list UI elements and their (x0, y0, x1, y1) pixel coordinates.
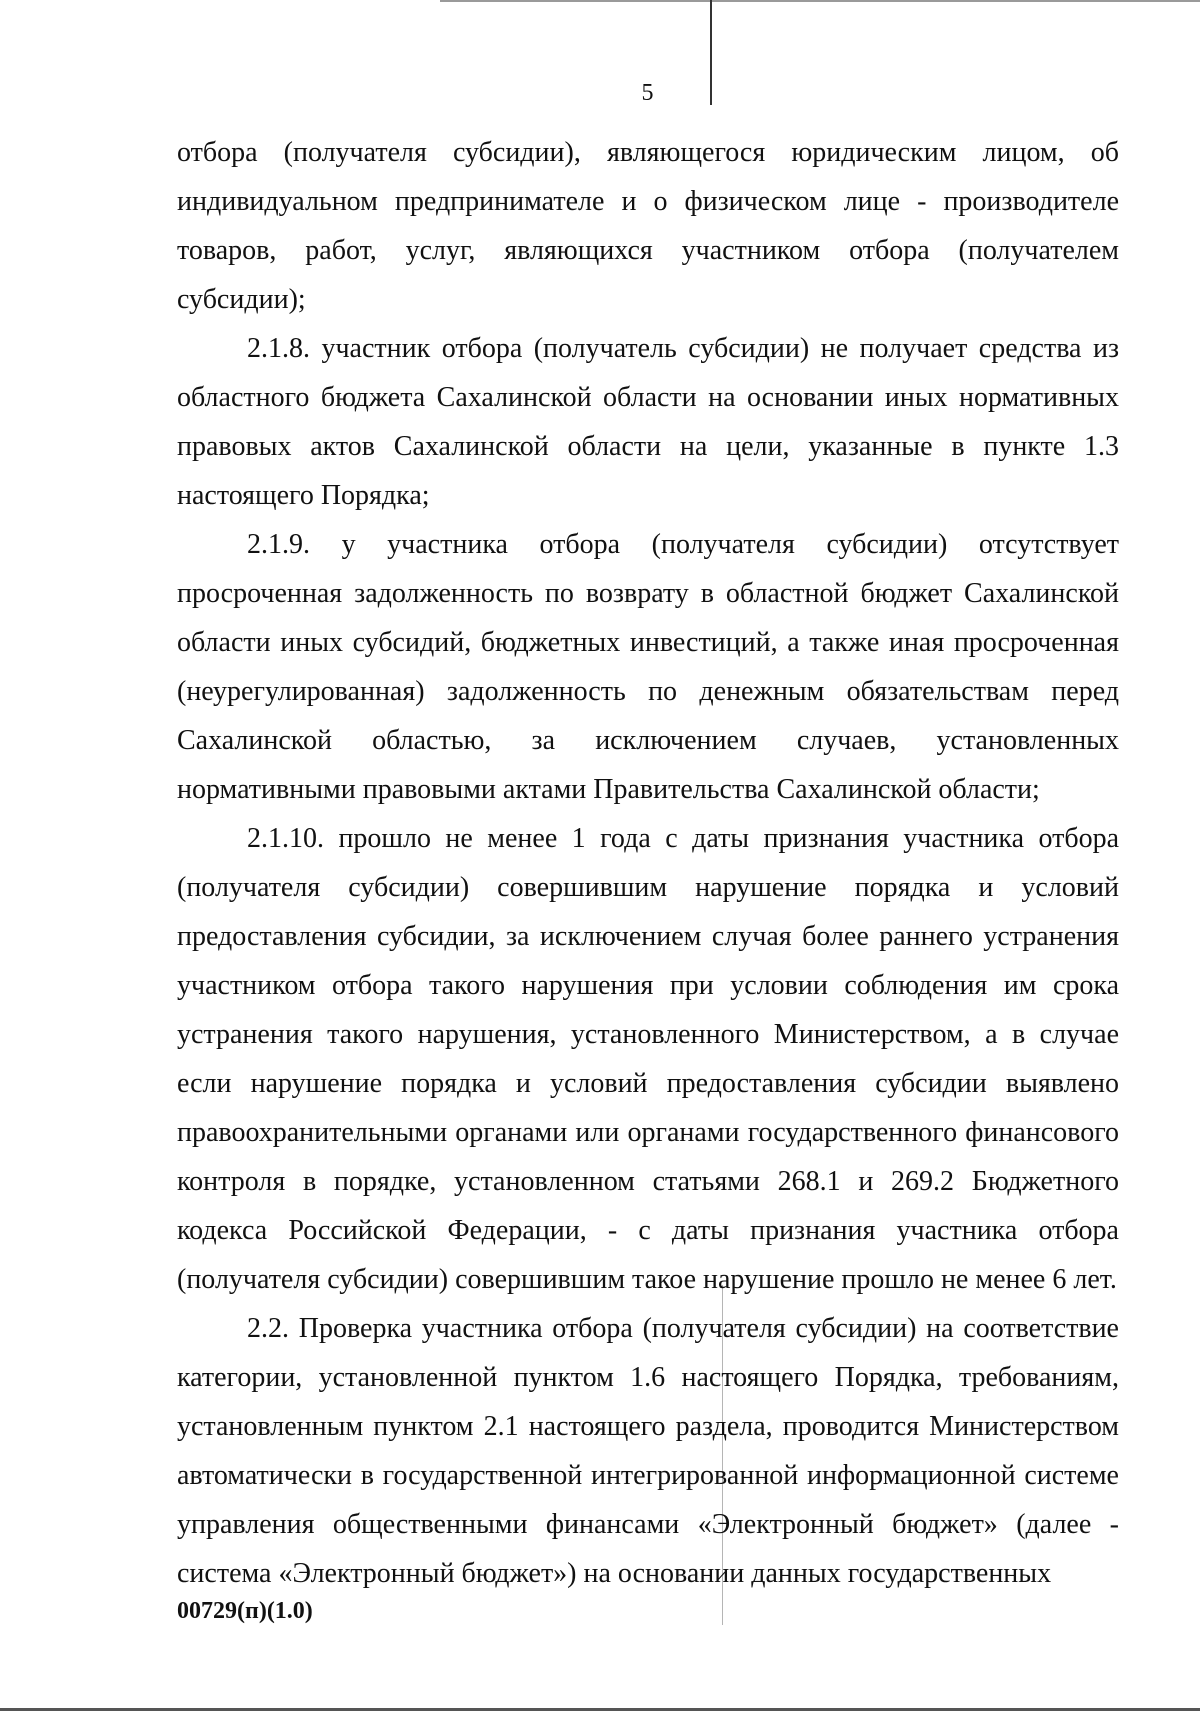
page-number: 5 (641, 80, 654, 106)
paragraph-2-1-9: 2.1.9. у участника отбора (получателя субсидии) отсутствует просроченная задолженность по возврату в областной бюджет Сахалинской области иных субсидий, бюджетных инвестиций, а также иная просроченная (неурегулированная) задолженность по денежным обязательствам перед Сахалинской областью, за исключением случаев, установленных нормативными правовыми актами Правительства Сахалинской области; (177, 529, 1119, 805)
scan-artifact-top-line (440, 0, 1200, 2)
paragraph-2-1-8: 2.1.8. участник отбора (получатель субсидии) не получает средства из областного бюджета Сахалинской области на основании иных нормативных правовых актов Сахалинской области на цели, указанные в пункте 1.3 настоящего Порядка; (177, 333, 1119, 511)
document-body (177, 128, 1119, 1598)
paragraph-continuation: отбора (получателя субсидии), являющегося юридическим лицом, об индивидуальном предпринимателе и о физическом лице - производителе товаров, работ, услуг, являющихся участником отбора (получателем субсидии); (177, 137, 1119, 315)
document-code: 00729(п)(1.0) (177, 1598, 313, 1624)
paragraph-2-1-10: 2.1.10. прошло не менее 1 года с даты признания участника отбора (получателя субсидии) совершившим нарушение порядка и условий предоставления субсидии, за исключением случая более раннего устранения участником отбора такого нарушения при условии соблюдения им срока устранения такого нарушения, установленного Министерством, а в случае если нарушение порядка и условий предоставления субсидии выявлено правоохранительными органами или органами государственного финансового контроля в порядке, установленном статьями 268.1 и 269.2 Бюджетного кодекса Российской Федерации, - с даты признания участника отбора (получателя субсидии) совершившим такое нарушение прошло не менее 6 лет. (177, 823, 1119, 1295)
scan-artifact-bottom-line (0, 1708, 1200, 1711)
paragraph-2-2: 2.2. Проверка участника отбора (получателя субсидии) на соответствие категории, установленной пунктом 1.6 настоящего Порядка, требованиям, установленным пунктом 2.1 настоящего раздела, проводится Министерством автоматически в государственной интегрированной информационной системе управления общественными финансами «Электронный бюджет» (далее - система «Электронный бюджет») на основании данных государственных (177, 1313, 1119, 1589)
